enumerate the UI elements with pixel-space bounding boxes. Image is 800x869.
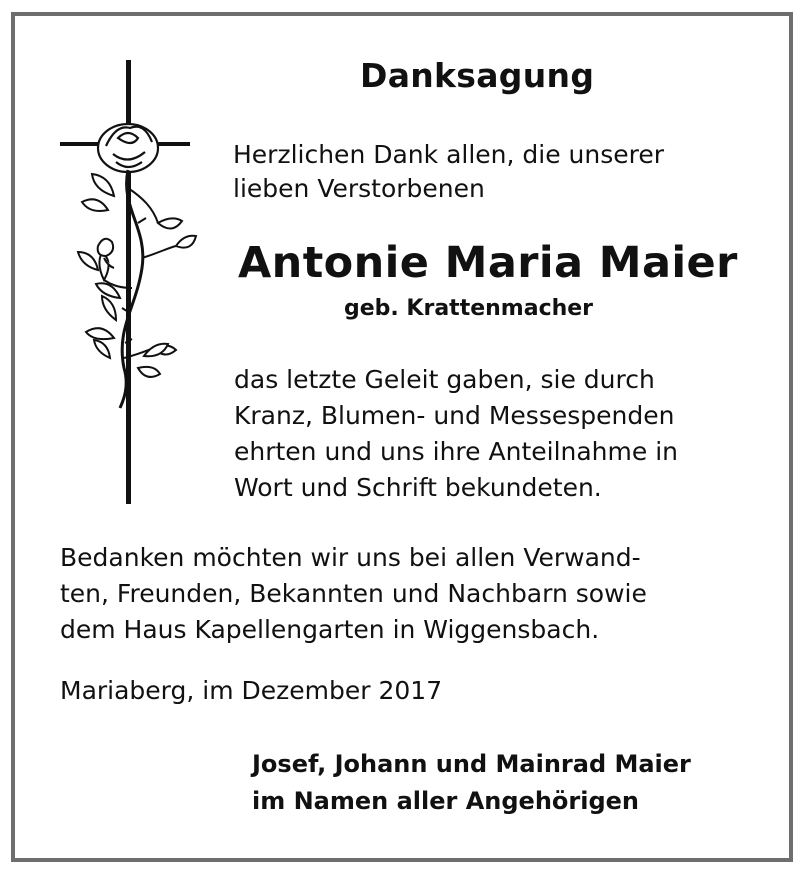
place-date: Mariaberg, im Dezember 2017 xyxy=(60,676,443,705)
deceased-name: Antonie Maria Maier xyxy=(238,238,738,288)
signature-line: Josef, Johann und Mainrad Maier xyxy=(252,750,691,778)
body-line: Wort und Schrift bekundeten. xyxy=(234,473,602,502)
cross-with-rose-icon xyxy=(58,58,198,508)
intro-line: lieben Verstorbenen xyxy=(233,174,485,203)
signature xyxy=(252,746,691,820)
body-line: Kranz, Blumen- und Messespenden xyxy=(234,401,675,430)
signature-line: im Namen aller Angehörigen xyxy=(252,787,640,815)
thanks-line: dem Haus Kapellengarten in Wiggensbach. xyxy=(60,615,600,644)
thanks-line: Bedanken möchten wir uns bei allen Verwand- xyxy=(60,543,641,572)
thanks-line: ten, Freunden, Bekannten und Nachbarn sowie xyxy=(60,579,647,608)
intro-text xyxy=(233,138,664,206)
notice-heading: Danksagung xyxy=(360,56,595,95)
maiden-name: geb. Krattenmacher xyxy=(344,296,594,321)
intro-line: Herzlichen Dank allen, die unserer xyxy=(233,140,665,169)
thanks-text xyxy=(60,540,647,648)
body-text xyxy=(234,362,678,506)
body-line: das letzte Geleit gaben, sie durch xyxy=(234,365,655,394)
body-line: ehrten und uns ihre Anteilnahme in xyxy=(234,437,678,466)
